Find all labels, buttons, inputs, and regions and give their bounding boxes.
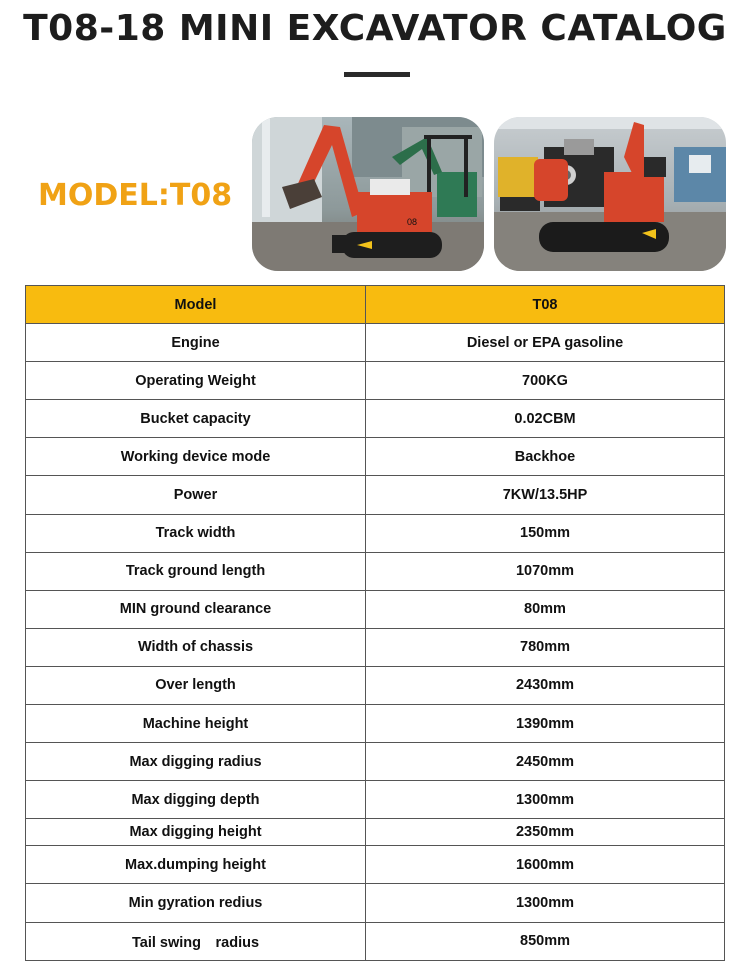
table-row bbox=[26, 324, 725, 362]
spec-label: Max digging radius bbox=[26, 743, 366, 781]
spec-value: 2350mm bbox=[366, 819, 725, 846]
table-row bbox=[26, 705, 725, 743]
table-row bbox=[26, 819, 725, 846]
spec-value: 1300mm bbox=[366, 884, 725, 922]
spec-value: 7KW/13.5HP bbox=[366, 476, 725, 514]
spec-value: Backhoe bbox=[366, 438, 725, 476]
spec-header-label: Model bbox=[26, 286, 366, 324]
model-label: MODEL:T08 bbox=[38, 178, 233, 213]
spec-label: Working device mode bbox=[26, 438, 366, 476]
spec-table bbox=[25, 285, 725, 961]
spec-value: 150mm bbox=[366, 514, 725, 552]
table-row bbox=[26, 362, 725, 400]
excavator-decal: 08 bbox=[407, 217, 418, 227]
table-row bbox=[26, 743, 725, 781]
spec-label: Tail swing radius bbox=[26, 922, 366, 960]
spec-label: Operating Weight bbox=[26, 362, 366, 400]
spec-label: MIN ground clearance bbox=[26, 590, 366, 628]
spec-label: Track ground length bbox=[26, 552, 366, 590]
spec-value: 0.02CBM bbox=[366, 400, 725, 438]
spec-value: 1300mm bbox=[366, 781, 725, 819]
spec-label: Max digging depth bbox=[26, 781, 366, 819]
table-row bbox=[26, 781, 725, 819]
spec-value: 2430mm bbox=[366, 666, 725, 704]
spec-label: Max.dumping height bbox=[26, 846, 366, 884]
table-row bbox=[26, 666, 725, 704]
excavator-engine-photo bbox=[494, 117, 726, 271]
spec-label: Over length bbox=[26, 666, 366, 704]
spec-label: Max digging height bbox=[26, 819, 366, 846]
table-row bbox=[26, 846, 725, 884]
spec-value: 780mm bbox=[366, 628, 725, 666]
spec-value: 1390mm bbox=[366, 705, 725, 743]
table-row bbox=[26, 476, 725, 514]
table-row bbox=[26, 590, 725, 628]
spec-label: Power bbox=[26, 476, 366, 514]
spec-value: 850mm bbox=[366, 922, 725, 960]
spec-value: 1070mm bbox=[366, 552, 725, 590]
table-row bbox=[26, 922, 725, 960]
spec-label: Min gyration redius bbox=[26, 884, 366, 922]
spec-label: Width of chassis bbox=[26, 628, 366, 666]
table-row bbox=[26, 400, 725, 438]
spec-header-value: T08 bbox=[366, 286, 725, 324]
table-row bbox=[26, 552, 725, 590]
spec-value: Diesel or EPA gasoline bbox=[366, 324, 725, 362]
table-row bbox=[26, 884, 725, 922]
table-row bbox=[26, 628, 725, 666]
table-row bbox=[26, 514, 725, 552]
page-title: T08-18 MINI EXCAVATOR CATALOG bbox=[23, 8, 727, 49]
spec-value: 80mm bbox=[366, 590, 725, 628]
title-divider bbox=[344, 72, 410, 77]
spec-label: Machine height bbox=[26, 705, 366, 743]
spec-label: Engine bbox=[26, 324, 366, 362]
spec-label: Track width bbox=[26, 514, 366, 552]
spec-value: 1600mm bbox=[366, 846, 725, 884]
excavator-front-photo bbox=[252, 117, 484, 271]
spec-value: 700KG bbox=[366, 362, 725, 400]
spec-label: Bucket capacity bbox=[26, 400, 366, 438]
spec-header-row bbox=[26, 286, 725, 324]
spec-value: 2450mm bbox=[366, 743, 725, 781]
table-row bbox=[26, 438, 725, 476]
